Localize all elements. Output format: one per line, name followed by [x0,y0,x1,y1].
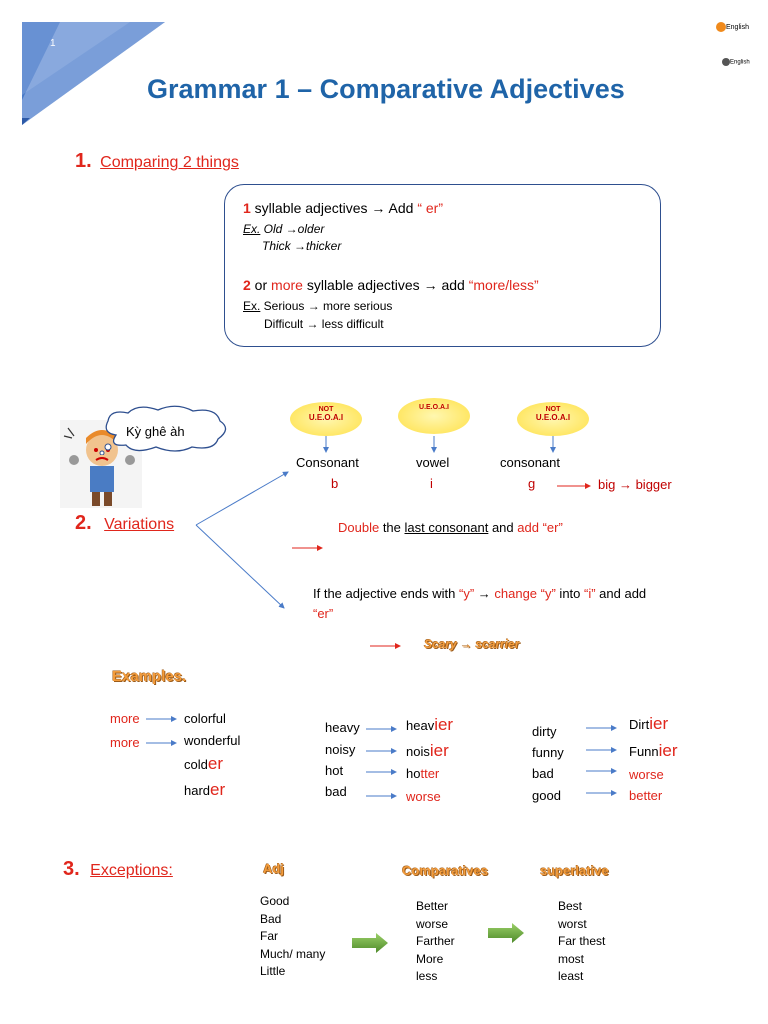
rule1: 1 syllable adjectives → Add “ er” [243,200,444,216]
section3-heading: 3. Exceptions: [63,858,173,880]
page-title: Grammar 1 – Comparative Adjectives [147,74,625,104]
col2-result-3: worse [406,789,441,804]
col2-result-0: heavier [406,715,454,734]
col1-pre-0: more [110,711,140,726]
y-rule: If the adjective ends with “y” → change “y” into “i” and add “er” [313,586,647,621]
sup-list: Best worst Far thest most least [558,899,606,983]
adj-list: Good Bad Far Much/ many Little [260,894,326,978]
letter-i: i [430,476,433,491]
rule2-example2: Difficult → less difficult [264,317,384,331]
scary-example: Scary → scarrier [424,637,520,651]
green-arrow-right-icon [350,932,390,954]
vowel-bubble: U.E.O.A.I [398,398,470,434]
col3-base-3: good [532,788,561,803]
section1-heading: 1. Comparing 2 things [75,150,239,172]
page-number: 1 [50,38,56,49]
col3-base-0: dirty [532,724,557,739]
col1-word-1: wonderful [184,733,241,748]
label-consonant-2: consonant [500,455,560,470]
not-vowel-bubble-2: NOT U.E.O.A.I [517,402,589,436]
examples-heading: Examples. [112,668,187,685]
speech-text: Kỳ ghê àh [126,424,185,439]
col1-word-3: harder [184,780,226,799]
letter-b: b [331,476,339,491]
col3-result-3: better [629,788,663,803]
logo-bottom: English [722,58,750,66]
double-rule: Double the last consonant and add “er” [338,520,563,535]
col3-result-2: worse [629,767,664,782]
col3-base-2: bad [532,766,554,781]
rule1-example2: Thick →thicker [262,239,342,253]
green-arrow-right-icon-2 [486,922,526,944]
adj-heading: Adj [263,861,284,876]
col1-pre-1: more [110,735,140,750]
section2-heading: 2. Variations [75,512,175,534]
rule2-example1: Ex. Serious → more serious [243,299,393,313]
col2-base-1: noisy [325,742,356,757]
col2-base-3: bad [325,784,347,799]
not-vowel-bubble-1: NOT U.E.O.A.I [290,402,362,436]
col2-result-2: hotter [406,766,440,781]
col2-base-0: heavy [325,720,360,735]
logo-top: English [716,22,749,32]
label-consonant: Consonant [296,455,359,470]
superlative-heading: superlative [540,863,609,878]
col1-word-2: colder [184,754,223,773]
rule1-example1: Ex. Old →older [243,222,325,236]
comp-list: Better worse Farther More less [416,899,455,983]
label-vowel: vowel [416,455,450,470]
col3-result-0: Dirtier [629,714,669,733]
big-bigger-example: big → bigger [598,477,672,492]
rule2: 2 or more syllable adjectives → add “more/less” [243,277,539,293]
col1-word-0: colorful [184,711,226,726]
comparatives-heading: Comparatives [402,863,488,878]
col2-result-1: noisier [406,741,449,760]
col2-base-2: hot [325,763,344,778]
col3-result-1: Funnier [629,741,678,760]
col3-base-1: funny [532,745,564,760]
letter-g: g [528,476,536,491]
